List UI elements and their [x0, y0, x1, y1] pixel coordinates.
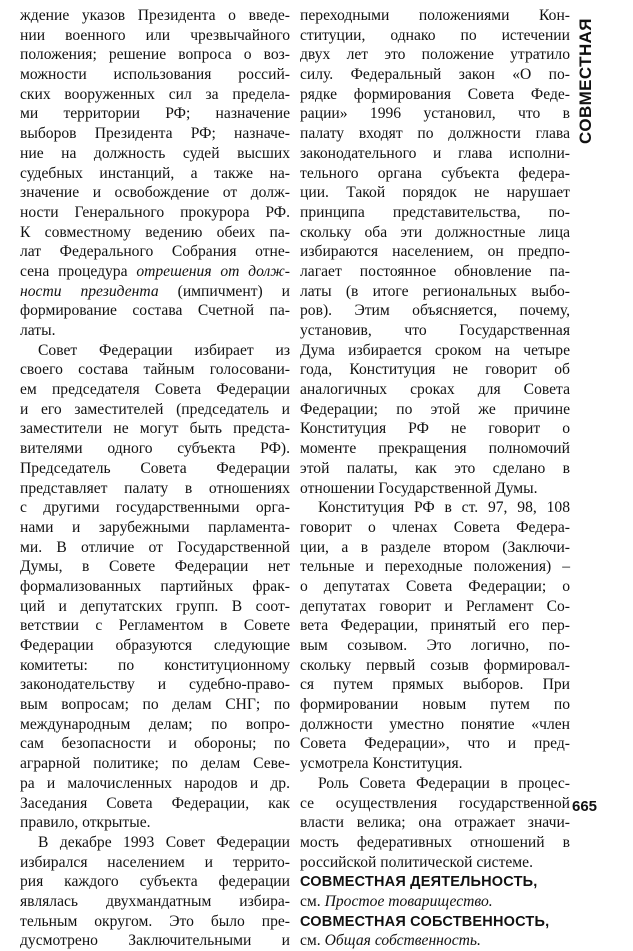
text-line: дусмотрено Заключительными и	[20, 932, 290, 950]
text-line: выборов Президента РФ; назначе-	[20, 125, 290, 143]
see-label: см.	[300, 932, 321, 950]
text-line: ся путем прямых выборов. При	[300, 676, 570, 694]
text-line: Роль Совета Федерации в процес-	[318, 774, 570, 792]
text-line: ских вооруженных сил за предела-	[20, 85, 290, 103]
text-line: Совет Федерации избирает из	[38, 341, 290, 359]
text-line: представляет палату в отношениях	[20, 479, 290, 497]
text-line: нии военного или чрезвычайного	[20, 26, 290, 44]
text-line: являлась двухмандатным избира-	[20, 892, 290, 910]
text-line: ждение указов Президента о введе-	[20, 7, 290, 24]
text-line: формализованных партийных фрак-	[20, 577, 290, 595]
text-line: Председатель Совета Федерации	[20, 459, 290, 477]
running-head	[571, 16, 601, 146]
text-line: ности Генерального прокурора РФ.	[20, 203, 290, 221]
text-line: латы (в итоге региональных выбо-	[300, 282, 570, 300]
text-line: ми территории РФ; назначение	[20, 105, 290, 123]
text-segment: сена процедура	[20, 262, 128, 280]
cross-reference-target: Простое товарищество.	[324, 892, 493, 910]
text-line: скольку оба эти должностные лица	[300, 223, 570, 241]
cross-reference	[300, 931, 570, 951]
text-line: с другими государственными орга-	[20, 499, 290, 517]
text-line: палату входят по должности глава	[300, 125, 570, 143]
text-line: Конституция РФ не говорит о	[300, 420, 570, 438]
text-line: В декабре 1993 Совет Федерации	[38, 833, 290, 851]
text-line: установив, что Государственная	[300, 322, 570, 339]
text-line: переходными положениями Кон-	[300, 7, 570, 24]
text-line: правило, открытые.	[20, 814, 151, 832]
text-line: о депутатах Совета Федерации; о	[300, 577, 570, 595]
text-line	[20, 262, 290, 282]
text-line: власти велика; она отражает значи-	[300, 814, 570, 832]
text-line: Федерации образуются следующие	[20, 637, 290, 654]
text-line: моменте прекращения полномочий	[300, 440, 570, 458]
text-line: вителями одного субъекта РФ).	[20, 440, 290, 458]
text-line: Дума избирается сроком на четыре	[300, 341, 570, 359]
see-label: см.	[300, 892, 321, 910]
text-line: формировании новым путем по	[300, 696, 570, 714]
text-line: усмотрела Конституция.	[300, 755, 463, 773]
text-line: вым созывом. Это логично, по-	[300, 637, 570, 654]
text-line: скольку первый созыв формировал-	[300, 656, 570, 674]
text-line: рия каждого субъекта федерации	[20, 873, 290, 891]
text-line: тельного органа субъекта федера-	[300, 164, 570, 182]
italic-term: отрешения от долж-	[136, 262, 290, 280]
text-line: Совета Федерации», что и пред-	[300, 735, 570, 753]
text-line: положения; решение вопроса о воз-	[20, 46, 290, 64]
text-line: нами и зарубежными парламента-	[20, 518, 290, 536]
text-line: силу. Федеральный закон «О по-	[300, 66, 570, 84]
text-line: тельные и переходные положения) –	[300, 558, 570, 576]
text-line: тельным округом. Это было пре-	[20, 912, 290, 930]
text-line: ние на должность судей высших	[20, 144, 290, 162]
text-line: аналогичных сроках для Совета	[300, 381, 570, 399]
text-segment: (импичмент) и	[177, 282, 291, 300]
text-line: Думы, в Совете Федерации нет	[20, 558, 290, 576]
text-line: ров). Этим объясняется, почему,	[300, 302, 570, 320]
cross-reference	[300, 892, 570, 912]
text-line: лат Федерального Собрания отне-	[20, 243, 290, 261]
text-line: избираются населением, он предпо-	[300, 243, 570, 261]
text-line: латы.	[20, 322, 56, 339]
text-line: рации» 1996 установил, что в	[300, 105, 570, 123]
text-line: депутатах говорит и Регламент Со-	[300, 597, 570, 615]
text-line: законодательного и глава исполни-	[300, 144, 570, 162]
page-number: 665	[572, 798, 598, 815]
text-line: и его заместителей (председатель и	[20, 400, 290, 418]
text-line: избирался населением и террито-	[20, 853, 290, 871]
entry-term: СОВМЕСТНАЯ СОБСТВЕННОСТЬ,	[300, 913, 550, 930]
text-line: Конституция РФ в ст. 97, 98, 108	[318, 499, 570, 517]
running-head-text: СОВМЕСТНАЯ	[576, 18, 595, 144]
text-line: принципа представительства, по-	[300, 203, 570, 221]
dictionary-entry-headword	[300, 912, 570, 932]
entry-term: СОВМЕСТНАЯ ДЕЯТЕЛЬНОСТЬ,	[300, 874, 538, 891]
text-line: ем председателя Совета Федерации	[20, 381, 290, 399]
text-line: ми. В отличие от Государственной	[20, 538, 290, 556]
text-line: заместители не могут быть предста-	[20, 420, 290, 438]
text-line: ра и малочисленных народов и др.	[20, 774, 290, 792]
text-line: значение и освобождение от долж-	[20, 184, 290, 202]
text-line	[20, 282, 290, 302]
left-column	[20, 6, 290, 951]
text-line: ституции, однако по истечении	[300, 26, 570, 44]
text-line: международным делам; по вопро-	[20, 715, 290, 733]
right-column	[300, 6, 570, 951]
cross-reference-target: Общая собственность.	[324, 932, 481, 950]
text-line: судебных инстанций, а также на-	[20, 164, 290, 182]
italic-term: ности президента	[20, 282, 159, 300]
text-line: своего состава тайным голосовани-	[20, 361, 290, 379]
text-line: должности уместно понятие «член	[300, 715, 570, 733]
text-line: отношении Государственной Думы.	[300, 479, 538, 497]
text-line: ции, а в разделе втором (Заключи-	[300, 538, 570, 556]
text-line: се осуществления государственной	[300, 794, 570, 812]
text-line: Заседания Совета Федерации, как	[20, 794, 290, 812]
text-line: аграрной политике; по делам Севе-	[20, 755, 290, 773]
text-line: ций и депутатских групп. В соот-	[20, 597, 290, 615]
text-line: рядке формирования Совета Феде-	[300, 85, 570, 103]
dictionary-entry-headword	[300, 872, 570, 892]
text-line: формирование состава Счетной па-	[20, 302, 290, 320]
text-line: года, Конституция не говорит об	[300, 361, 570, 379]
text-line: ции. Такой порядок не нарушает	[300, 184, 570, 202]
text-line: лагает постоянное обновление па-	[300, 262, 570, 280]
text-line: Федерации; по этой же причине	[300, 400, 570, 418]
text-line: вета Федерации, принятый его пер-	[300, 617, 570, 635]
text-line: двух лет это положение утратило	[300, 46, 570, 64]
text-line: ветствии с Регламентом в Совете	[20, 617, 290, 635]
text-line: говорит о членах Совета Федера-	[300, 518, 570, 536]
text-line: этой палаты, как это сделано в	[300, 459, 570, 477]
text-line: К совместному ведению обеих па-	[20, 223, 290, 241]
text-line: законодательству и судебно-право-	[20, 676, 290, 694]
text-line: можности использования россий-	[20, 66, 290, 84]
text-line: вым вопросам; по делам СНГ; по	[20, 696, 290, 714]
text-line: российской политической системе.	[300, 853, 533, 871]
text-line: мость федеративных отношений в	[300, 833, 570, 851]
text-line: сам безопасности и обороны; по	[20, 735, 290, 753]
text-line: комитеты: по конституционному	[20, 656, 290, 674]
